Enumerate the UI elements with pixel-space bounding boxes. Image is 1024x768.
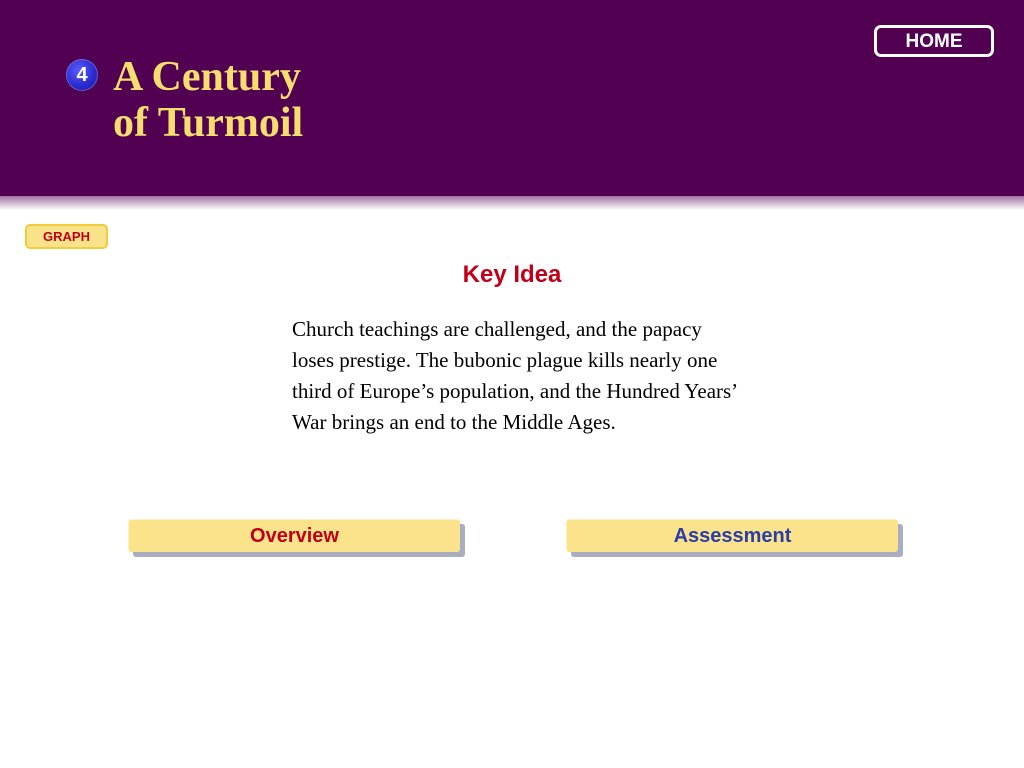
page-title-line-1: A Century bbox=[113, 54, 301, 100]
page-title bbox=[113, 54, 303, 146]
overview-button[interactable]: Overview bbox=[128, 519, 460, 552]
graph-button[interactable]: GRAPH bbox=[25, 224, 108, 249]
key-idea-paragraph: Church teachings are challenged, and the papacy loses prestige. The bubonic plague kills nearly one third of Europe’s population, and the Hundred Years’ War brings an end to the Middle Ages. bbox=[292, 317, 737, 434]
assessment-button[interactable]: Assessment bbox=[566, 519, 898, 552]
key-idea-heading: Key Idea bbox=[462, 261, 562, 288]
assessment-button-group bbox=[566, 519, 898, 555]
page-title-line-2: of Turmoil bbox=[113, 100, 304, 146]
header-shadow bbox=[0, 196, 1024, 210]
overview-button-group bbox=[128, 519, 460, 555]
home-button[interactable]: HOME bbox=[874, 25, 994, 57]
section-number-badge: 4 bbox=[66, 59, 98, 91]
